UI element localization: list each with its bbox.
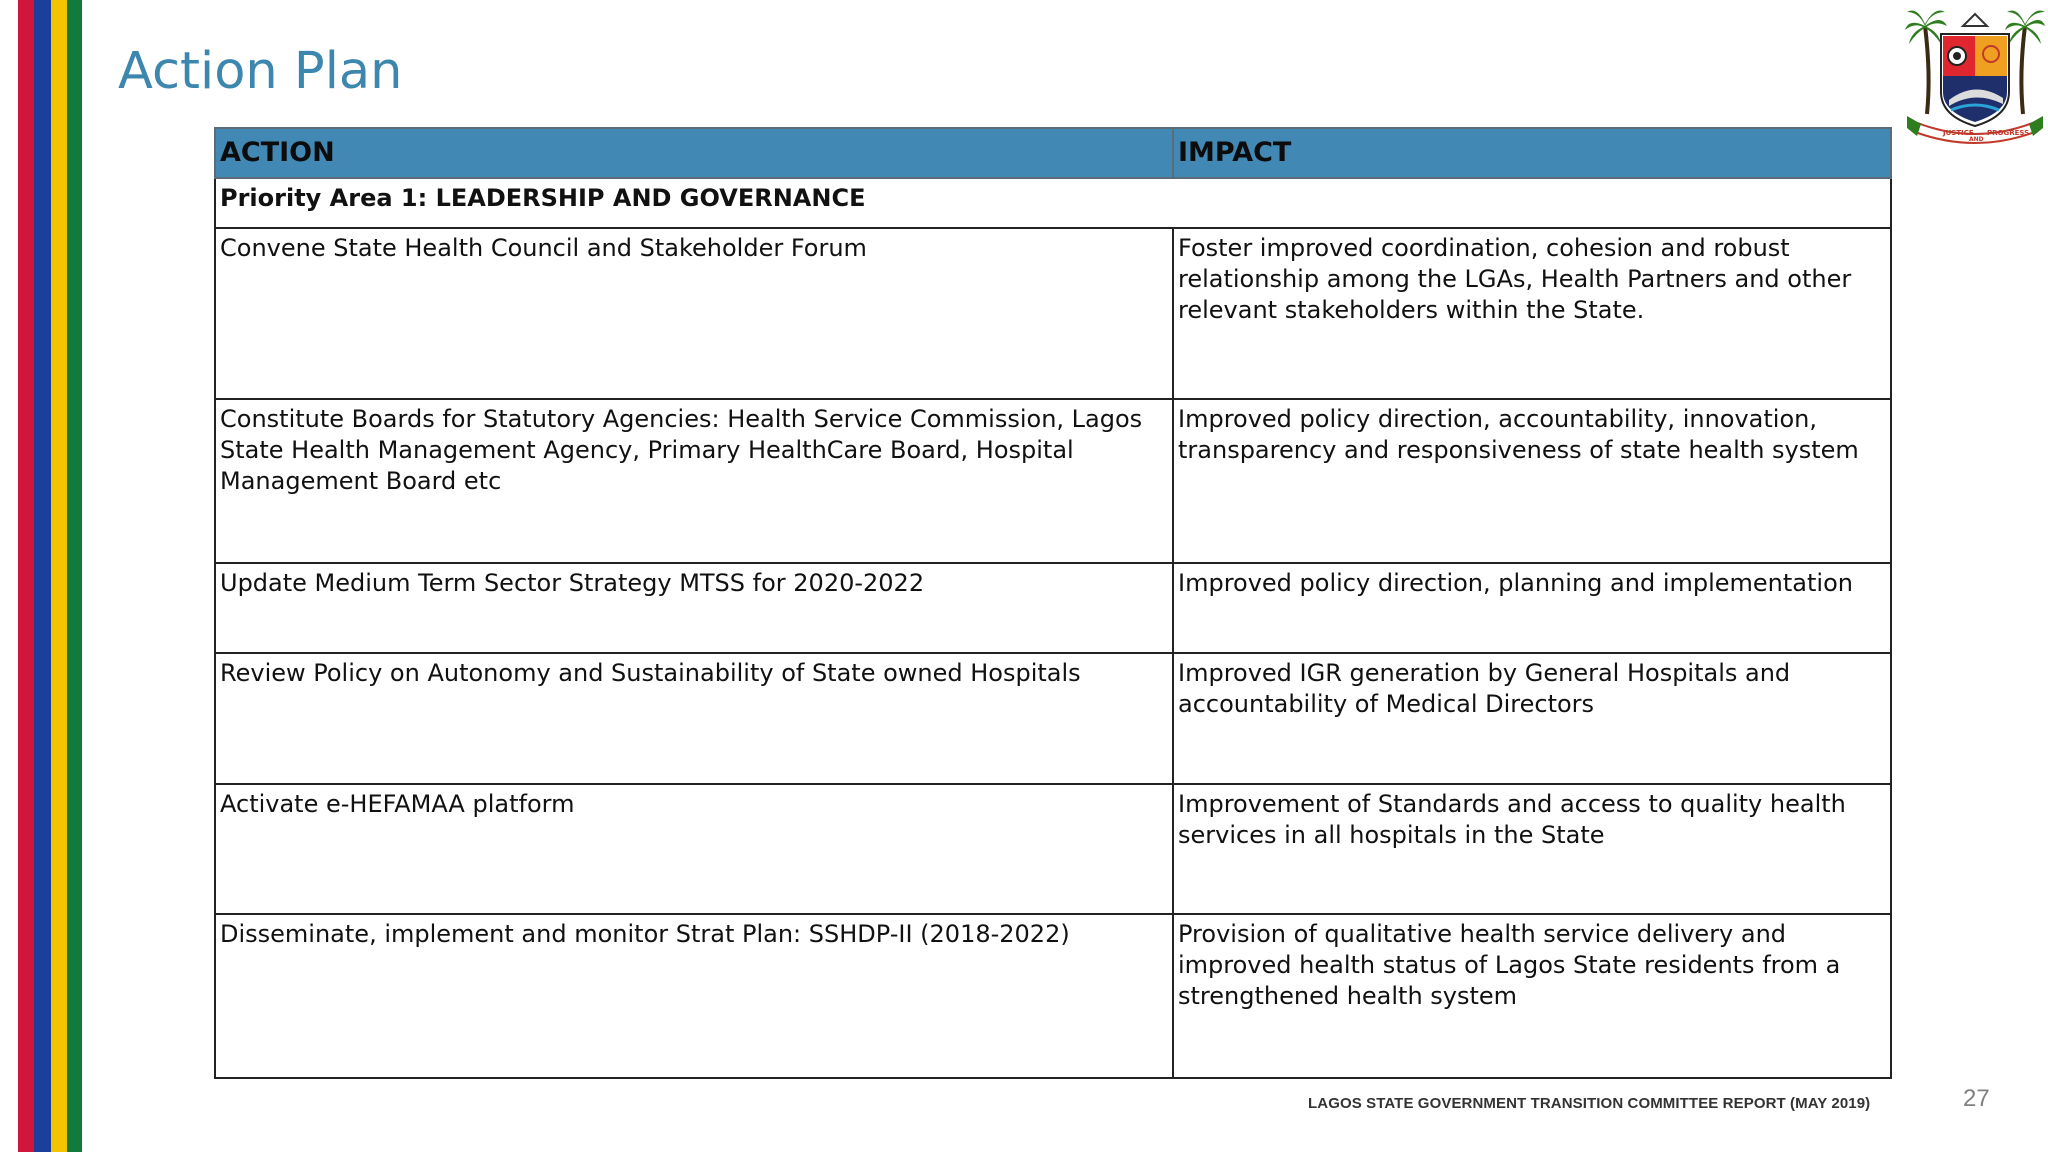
- action-column-header: ACTION: [215, 128, 1173, 178]
- stripe-yellow: [51, 0, 67, 1152]
- action-cell: Activate e-HEFAMAA platform: [215, 784, 1173, 914]
- action-cell: Update Medium Term Sector Strategy MTSS for 2020-2022: [215, 563, 1173, 653]
- page-title: Action Plan: [118, 42, 403, 101]
- table-header-row: [215, 128, 1891, 178]
- table-row: [215, 228, 1891, 399]
- impact-cell: Improvement of Standards and access to quality health services in all hospitals in the State: [1173, 784, 1891, 914]
- action-cell: Constitute Boards for Statutory Agencies: Health Service Commission, Lagos State Health Management Agency, Primary HealthCare Board, Hospital Management Board etc: [215, 399, 1173, 563]
- action-cell: Disseminate, implement and monitor Strat Plan: SSHDP-II (2018-2022): [215, 914, 1173, 1078]
- action-plan-table: [214, 127, 1892, 1079]
- page-number: 27: [1963, 1085, 1990, 1112]
- table-row: [215, 399, 1891, 563]
- table-row: [215, 784, 1891, 914]
- impact-cell: Improved policy direction, accountability, innovation, transparency and responsiveness of state health system: [1173, 399, 1891, 563]
- priority-area-row: [215, 178, 1891, 228]
- impact-column-header: IMPACT: [1173, 128, 1891, 178]
- svg-text:AND: AND: [1969, 136, 1984, 143]
- report-footer: LAGOS STATE GOVERNMENT TRANSITION COMMITTEE REPORT (MAY 2019): [1308, 1095, 1871, 1112]
- impact-cell: Provision of qualitative health service delivery and improved health status of Lagos State residents from a strengthened health system: [1173, 914, 1891, 1078]
- action-cell: Convene State Health Council and Stakeholder Forum: [215, 228, 1173, 399]
- stripe-blue: [34, 0, 51, 1152]
- priority-area-label: Priority Area 1: LEADERSHIP AND GOVERNANCE: [215, 178, 1891, 228]
- impact-cell: Foster improved coordination, cohesion and robust relationship among the LGAs, Health Partners and other relevant stakeholders within the State.: [1173, 228, 1891, 399]
- lagos-state-crest-icon: [1905, 4, 2045, 146]
- impact-cell: Improved policy direction, planning and implementation: [1173, 563, 1891, 653]
- svg-text:JUSTICE: JUSTICE: [1943, 129, 1974, 137]
- table-row: [215, 563, 1891, 653]
- stripe-red: [18, 0, 34, 1152]
- svg-text:PROGRESS: PROGRESS: [1987, 129, 2030, 137]
- table-row: [215, 914, 1891, 1078]
- impact-cell: Improved IGR generation by General Hospitals and accountability of Medical Directors: [1173, 653, 1891, 784]
- table-row: [215, 653, 1891, 784]
- action-cell: Review Policy on Autonomy and Sustainability of State owned Hospitals: [215, 653, 1173, 784]
- stripe-green: [67, 0, 82, 1152]
